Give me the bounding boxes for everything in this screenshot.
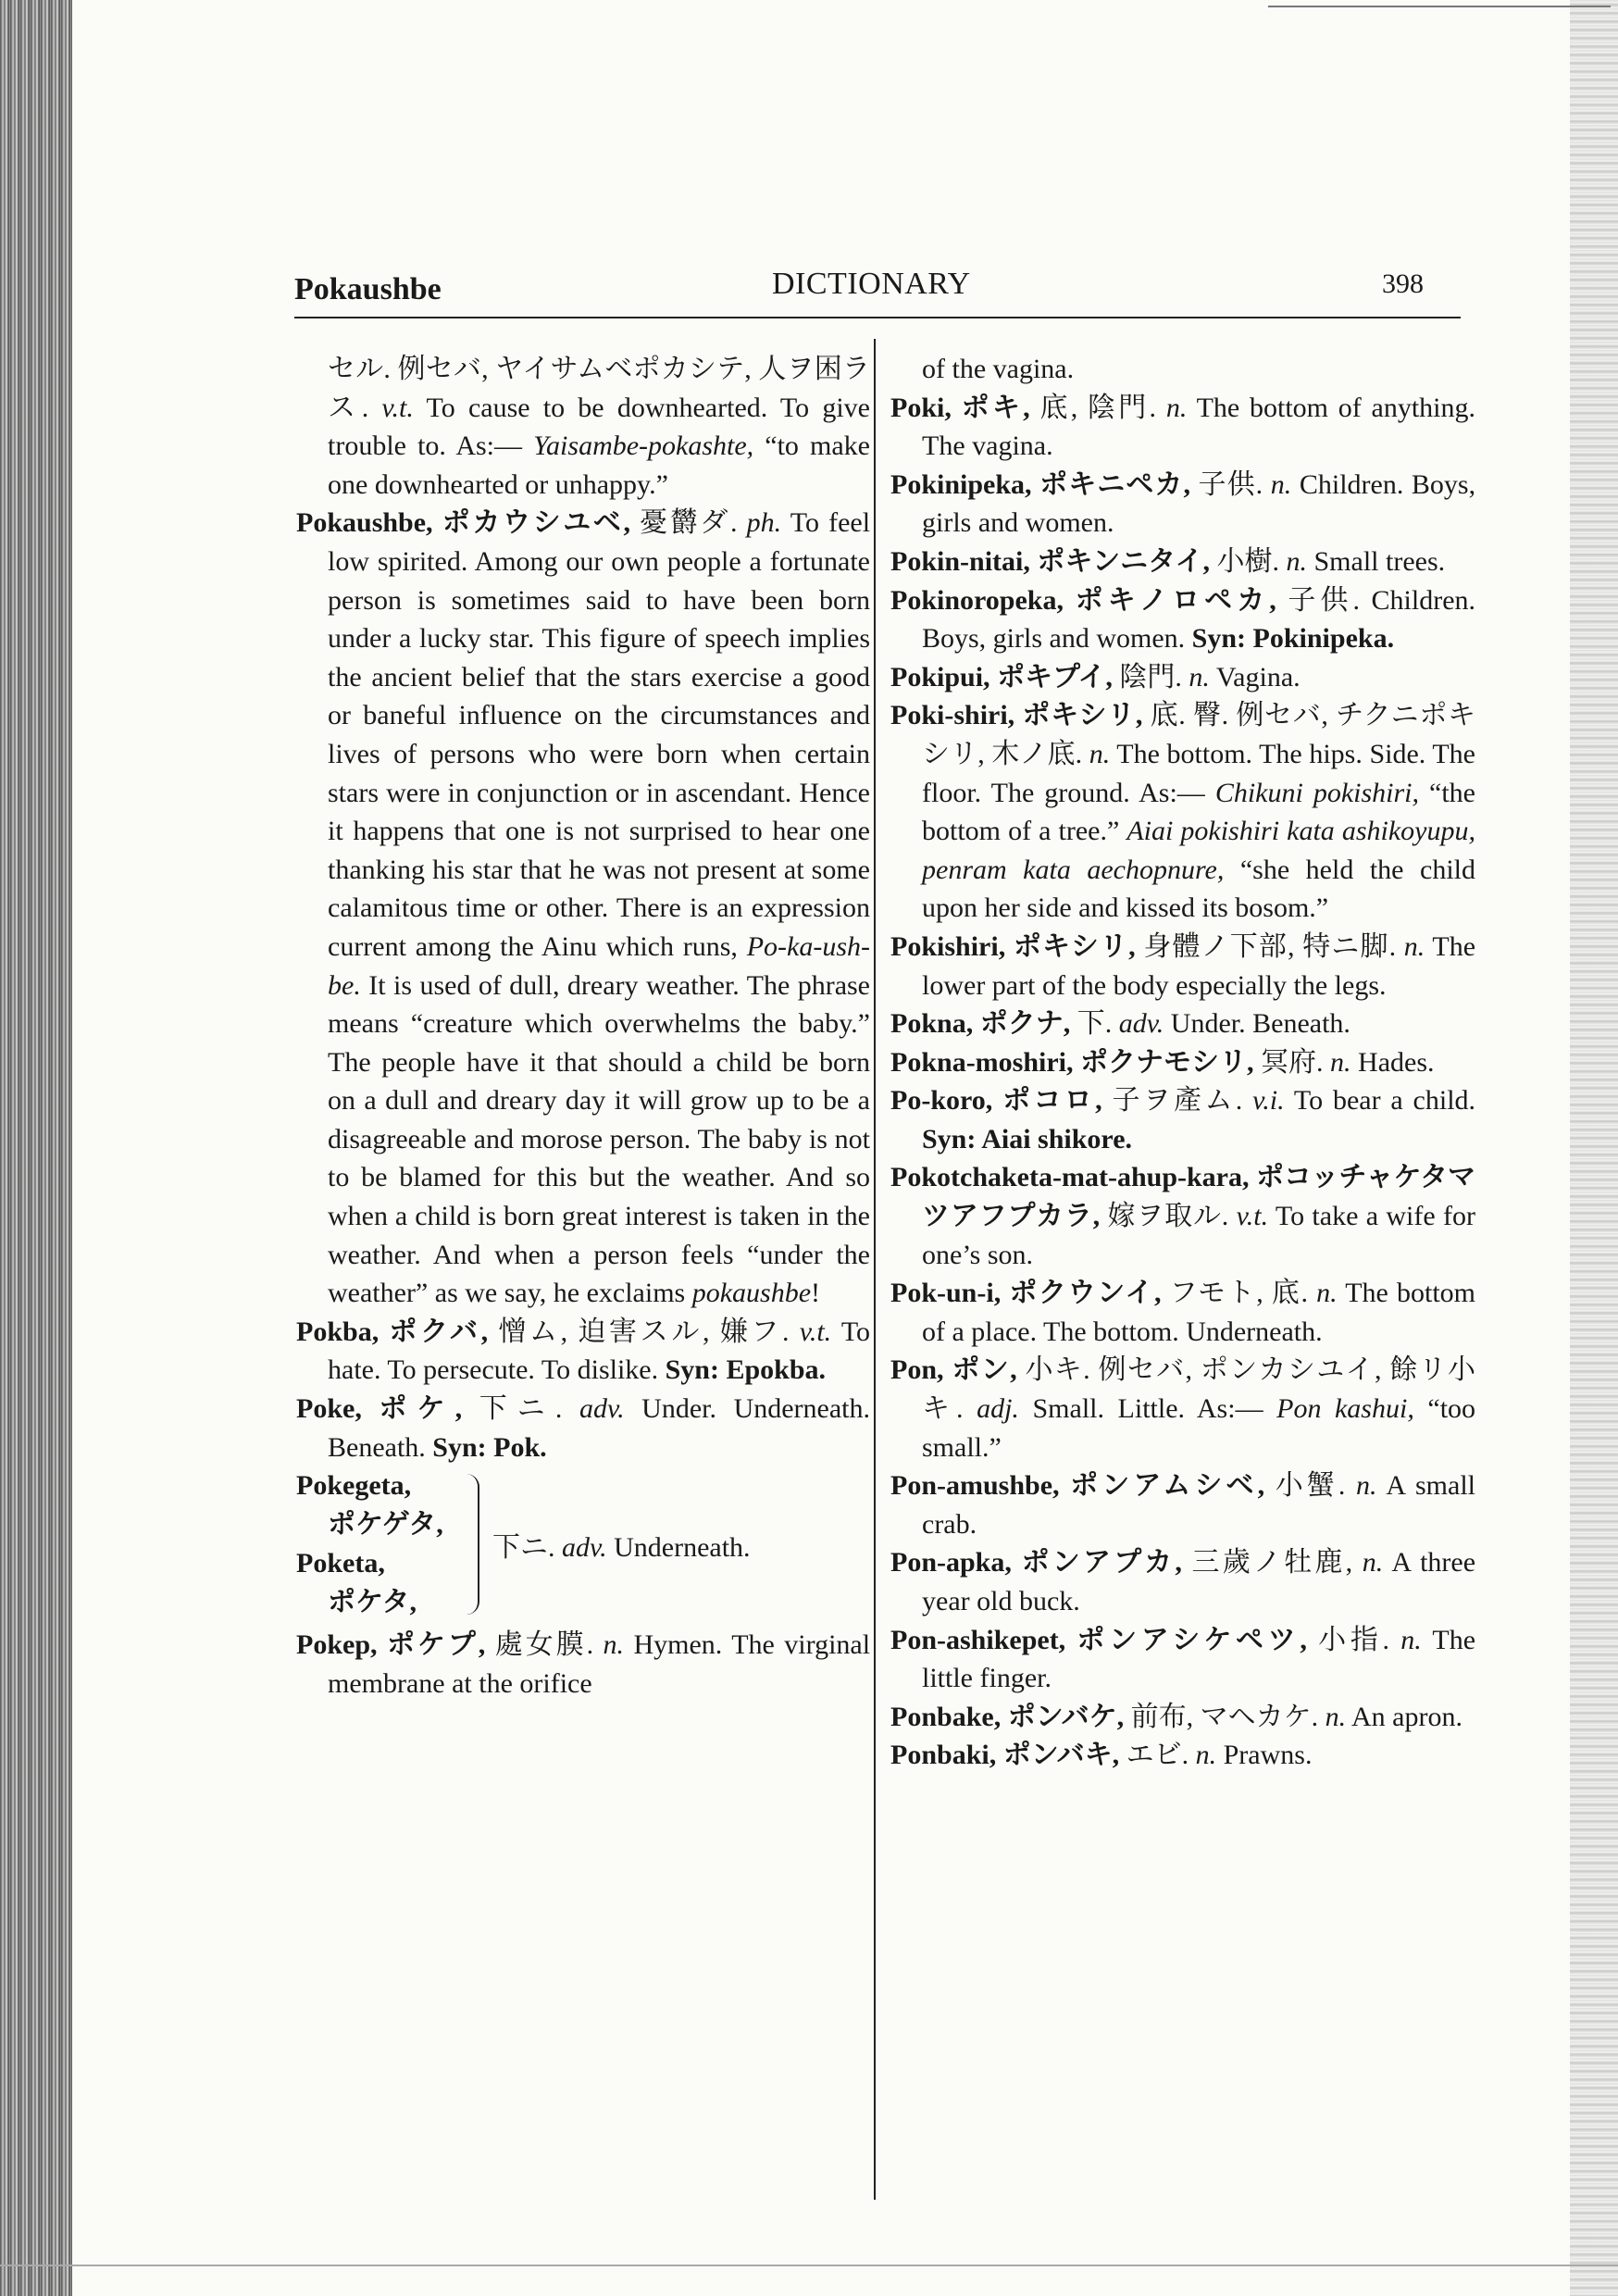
entry-pon-apka: Pon-apka, ポンアプカ, 三歲ノ牡鹿, n. A three year old buck. — [890, 1547, 1476, 1616]
right-column — [890, 350, 1475, 1775]
entry-pokna: Pokna, ポクナ, 下. adv. Under. Beneath. — [890, 1008, 1350, 1040]
guide-word: Pokaushbe — [294, 272, 442, 306]
entry-pon: Pon, ポン, 小キ. 例セバ, ポンカシユイ, 餘リ小キ. adj. Small. Little. As:— Pon kashui, “too small.” — [890, 1354, 1476, 1463]
left-column — [296, 350, 870, 1703]
scan-edge-left — [0, 0, 72, 2296]
entry-pokinipeka: Pokinipeka, ポキニペカ, 子供. n. Children. Boys, girls and women. — [890, 468, 1476, 539]
brace-icon — [465, 1474, 479, 1615]
entry-pokin-nitai: Pokin-nitai, ポキンニタイ, 小樹. n. Small trees. — [890, 545, 1446, 577]
entry-pokep: Pokep, ポケプ, 處女膜. n. Hymen. The virginal membrane at the orifice — [296, 1629, 871, 1699]
brace-definition: 下ニ. adv. Underneath. — [492, 1532, 751, 1564]
entry-ponbaki: Ponbaki, ポンバキ, エビ. n. Prawns. — [890, 1740, 1313, 1771]
entry-poke: Poke, ポケ, 下ニ. adv. Under. Underneath. Beneath. Syn: Pok. — [296, 1393, 871, 1463]
entry-pok-un-i: Pok-un-i, ポクウンイ, フモト, 底. n. The bottom of a place. The bottom. Underneath. — [890, 1278, 1475, 1347]
entry-continuation-right: of the vagina. — [922, 354, 1075, 384]
entry-poki-shiri: Poki-shiri, ポキシリ, 底. 臀. 例セバ, チクニポキシリ, 木ノ底. n. The bottom. The hips. Side. The floor. The ground. As:— Chikuni pokishiri, “the bottom of a tree.” Aiai pokishiri kata ashikoyupu, penram kata aechopnure, “she held the child upon her side and kissed its bosom.” — [890, 700, 1476, 924]
scan-edge-right — [1570, 0, 1618, 2296]
header-rule — [294, 317, 1461, 318]
entry-pokishiri: Pokishiri, ポキシリ, 身體ノ下部, 特ニ脚. n. The lower part of the body especially the legs. — [890, 930, 1476, 1001]
entry-pokba: Pokba, ポクバ, 憎ム, 迫害スル, 嫌フ. v.t. To hate. To persecute. To dislike. Syn: Epokba. — [296, 1316, 871, 1386]
entry-poki: Poki, ポキ, 底, 陰門. n. The bottom of anything. The vagina. — [890, 392, 1476, 462]
entry-pon-amushbe: Pon-amushbe, ポンアムシベ, 小蟹. n. A small crab. — [890, 1470, 1476, 1540]
entry-continuation: セル. 例セバ, ヤイサムベポカシテ, 人ヲ困ラス. v.t. To cause to be downhearted. To give trouble to. As:— Yaisambe-pokashte, “to make one downhearted or unhappy.” — [328, 354, 871, 500]
entry-pokipui: Pokipui, ポキプイ, 陰門. n. Vagina. — [890, 661, 1301, 693]
entry-ponbake: Ponbake, ポンバケ, 前布, マヘカケ. n. An apron. — [890, 1701, 1462, 1732]
entry-pokotchaketa-mat-ahup-kara: Pokotchaketa-mat-ahup-kara, ポコッチャケタマツアフプカラ, 嫁ヲ取ル. v.t. To take a wife for one’s son. — [890, 1162, 1475, 1270]
scan-top-line — [1268, 6, 1611, 7]
entry-po-koro: Po-koro, ポコロ, 子ヲ產ム. v.i. To bear a child. Syn: Aiai shikore. — [890, 1085, 1476, 1154]
entry-pokegeta-poketa: Pokegeta, ポケゲタ, Poketa, ポケタ, 下ニ. adv. Underneath. — [296, 1470, 751, 1618]
column-divider — [874, 339, 876, 2200]
entry-pokinoropeka: Pokinoropeka, ポキノロペカ, 子供. Children. Boys, girls and women. Syn: Pokinipeka. — [890, 584, 1476, 655]
page-number: 398 — [1382, 268, 1424, 299]
entry-pokaushbe: Pokaushbe, ポカウシユベ, 憂欝ダ. ph. To feel low spirited. Among our own people a fortunate person is sometimes said to have been born under a lucky star. This figure of speech implies the ancient belief that the stars exercise a good or baneful influence on the circumstances and lives of persons who were born when certain stars were in conjunction or in ascendant. Hence it happens that one is not surprised to hear one thanking his star that he was not present at some calamitous time or other. There is an expression current among the Ainu which runs, Po-ka-ush-be. It is used of dull, dreary weather. The phrase means “creature which overwhelms the baby.” The people have it that should a child be born on a dull and dreary day it will grow up to be a disagreeable and morose person. The baby is not to be blamed for this but the weather. And so when a child is born great interest is taken in the weather. And when a person feels “under the weather” as we say, he exclaims pokaushbe! — [296, 507, 871, 1309]
entry-pokna-moshiri: Pokna-moshiri, ポクナモシリ, 冥府. n. Hades. — [890, 1046, 1435, 1078]
running-title: DICTIONARY — [772, 267, 971, 301]
entry-pon-ashikepet: Pon-ashikepet, ポンアシケペツ, 小指. n. The little finger. — [890, 1624, 1476, 1694]
running-head — [294, 267, 1461, 317]
scan-bottom-line — [0, 2265, 1618, 2266]
